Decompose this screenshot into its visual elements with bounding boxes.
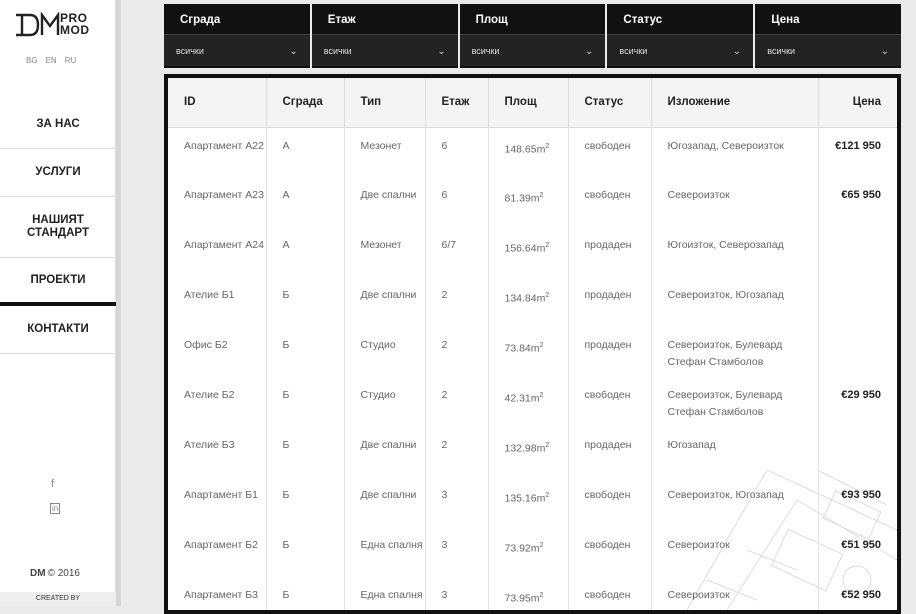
price-select[interactable] <box>755 34 901 66</box>
select-value: всички <box>471 46 500 56</box>
chevron-down-icon: ⌄ <box>585 46 594 57</box>
unit-exposure: Североизток, Булевард Стефан Стамболов <box>667 339 783 368</box>
unit-status: свободен <box>584 189 631 201</box>
unit-id: Апартамент А23 <box>184 189 264 201</box>
unit-type: Мезонет <box>360 139 402 152</box>
unit-exposure: Югозапад <box>667 439 716 451</box>
table-row[interactable] <box>168 577 897 610</box>
unit-status-cell <box>568 227 651 277</box>
nav-item-contacts[interactable]: КОНТАКТИ <box>0 306 116 354</box>
unit-price: €93 950 <box>841 489 881 501</box>
filter-floor <box>312 4 458 68</box>
facebook-icon[interactable]: f <box>51 478 55 490</box>
unit-floor: 6/7 <box>441 239 457 251</box>
area-unit-superscript: 2 <box>545 292 550 299</box>
unit-exposure: Североизток, Югозапад <box>667 289 784 301</box>
unit-floor-cell <box>425 277 488 327</box>
unit-exposure-cell <box>651 127 818 177</box>
unit-type: Една спалня <box>360 539 423 551</box>
chevron-down-icon: ⌄ <box>732 46 742 57</box>
nav-item-about[interactable]: ЗА НАС <box>0 101 116 149</box>
filter-bar <box>164 4 901 68</box>
unit-area: 73.92m <box>504 542 540 555</box>
unit-type-cell <box>344 327 425 377</box>
table-row[interactable] <box>168 377 897 427</box>
nav-item-services[interactable]: УСЛУГИ <box>0 149 116 197</box>
filter-status <box>607 4 753 68</box>
unit-area: 73.84m <box>504 342 540 355</box>
unit-floor: 2 <box>441 389 448 401</box>
unit-exposure-cell <box>651 227 818 277</box>
unit-exposure-cell <box>651 277 818 327</box>
filter-area <box>460 4 606 68</box>
area-unit-superscript: 2 <box>539 392 544 399</box>
unit-id-cell <box>168 327 266 377</box>
unit-id: Апартамент А22 <box>184 139 264 152</box>
unit-building: А <box>282 189 290 201</box>
unit-exposure: Североизток, Югозапад <box>667 489 784 501</box>
sidebar-divider <box>116 0 121 606</box>
area-select[interactable] <box>460 34 606 66</box>
unit-building-cell <box>266 127 344 177</box>
unit-floor-cell <box>425 577 488 610</box>
unit-type: Две спални <box>360 289 417 301</box>
unit-area: 156.64m <box>504 242 546 255</box>
select-value: всички <box>323 46 352 56</box>
unit-area: 135.16m <box>504 492 546 505</box>
unit-floor: 2 <box>441 289 448 301</box>
unit-type: Две спални <box>360 189 417 201</box>
building-select[interactable] <box>164 34 310 66</box>
unit-id-cell <box>168 527 266 577</box>
unit-id-cell <box>168 127 266 177</box>
unit-area-cell <box>488 227 568 277</box>
unit-price-cell <box>818 577 897 610</box>
promod-logo[interactable] <box>14 12 104 38</box>
unit-area-cell <box>488 527 568 577</box>
column-header-price[interactable]: Цена <box>818 78 897 127</box>
unit-area: 73.95m <box>504 592 540 605</box>
unit-exposure: Югоизток, Северозапад <box>667 239 784 251</box>
unit-id: Апартамент Б3 <box>184 589 258 601</box>
unit-status-cell <box>568 377 651 427</box>
unit-type-cell <box>344 377 425 427</box>
unit-building-cell <box>266 327 344 377</box>
unit-id: Офис Б2 <box>184 339 228 351</box>
unit-floor-cell <box>425 427 488 477</box>
lang-ru[interactable]: RU <box>64 56 77 65</box>
unit-status: свободен <box>584 589 631 601</box>
unit-type: Две спални <box>360 489 417 501</box>
unit-area-cell <box>488 177 568 227</box>
column-header-building[interactable]: Сграда <box>266 78 344 127</box>
table-row[interactable] <box>168 477 897 527</box>
unit-id: Ателие Б1 <box>184 289 235 301</box>
unit-floor-cell <box>425 327 488 377</box>
unit-id: Ателие Б2 <box>184 389 235 401</box>
unit-exposure: Североизток, Булевард Стефан Стамболов <box>667 389 783 418</box>
unit-status-cell <box>568 277 651 327</box>
unit-exposure-cell <box>651 577 818 610</box>
unit-exposure-cell <box>651 327 818 377</box>
unit-floor-cell <box>425 127 488 177</box>
unit-floor-cell <box>425 177 488 227</box>
area-unit-superscript: 2 <box>545 442 550 449</box>
unit-area-cell <box>488 377 568 427</box>
unit-id: Апартамент А24 <box>184 239 264 251</box>
units-panel <box>164 74 901 614</box>
table-row[interactable] <box>168 177 897 227</box>
unit-type-cell <box>344 177 425 227</box>
table-row[interactable] <box>168 127 897 177</box>
unit-floor: 3 <box>441 489 448 501</box>
chevron-down-icon: ⌄ <box>880 46 889 57</box>
unit-type-cell <box>344 577 425 610</box>
unit-status-cell <box>568 527 651 577</box>
unit-price: €51 950 <box>841 539 881 551</box>
unit-exposure-cell <box>651 377 818 427</box>
area-unit-superscript: 2 <box>545 492 550 499</box>
unit-status: продаден <box>584 289 632 301</box>
unit-type: Една спалня <box>360 589 423 601</box>
column-header-area[interactable]: Площ <box>488 78 568 127</box>
unit-exposure-cell <box>651 177 818 227</box>
unit-status-cell <box>568 327 651 377</box>
nav-item-projects[interactable]: ПРОЕКТИ <box>0 258 116 306</box>
select-value: всички <box>767 46 796 56</box>
unit-building: Б <box>282 589 290 601</box>
brand-name-bottom: MOD <box>60 23 90 37</box>
unit-price-cell <box>818 477 897 527</box>
unit-floor-cell <box>425 477 488 527</box>
unit-status: свободен <box>584 389 631 401</box>
unit-type: Студио <box>360 389 396 401</box>
chevron-down-icon: ⌄ <box>289 46 298 57</box>
unit-price-cell <box>818 127 897 177</box>
column-header-exposure[interactable]: Изложение <box>651 78 818 127</box>
chevron-down-icon: ⌄ <box>437 46 446 57</box>
unit-price-cell <box>818 427 897 477</box>
area-unit-superscript: 2 <box>545 142 550 150</box>
unit-exposure-cell <box>651 427 818 477</box>
unit-type-cell <box>344 427 425 477</box>
language-switcher <box>24 56 92 65</box>
table-row[interactable] <box>168 427 897 477</box>
unit-type: Студио <box>360 339 396 351</box>
unit-exposure: Североизток <box>667 539 730 551</box>
unit-floor: 3 <box>441 589 448 601</box>
unit-area-cell <box>488 427 568 477</box>
area-unit-superscript: 2 <box>539 192 544 199</box>
nav-item-standard[interactable]: НАШИЯТ СТАНДАРТ <box>0 197 116 258</box>
unit-type-cell <box>344 527 425 577</box>
unit-price: €29 950 <box>841 389 881 401</box>
table-row[interactable] <box>168 527 897 577</box>
select-value: всички <box>176 46 204 56</box>
brand-name <box>60 12 90 36</box>
table-body <box>168 127 897 610</box>
unit-exposure: Югозапад, Североизток <box>667 139 784 152</box>
unit-area-cell <box>488 577 568 610</box>
unit-area-cell <box>488 127 568 177</box>
filter-label: Статус <box>623 14 663 26</box>
unit-status-cell <box>568 127 651 177</box>
table-row[interactable] <box>168 327 897 377</box>
unit-status-cell <box>568 577 651 610</box>
unit-building: А <box>282 239 290 251</box>
unit-building: Б <box>282 339 290 351</box>
unit-id-cell <box>168 477 266 527</box>
unit-exposure-cell <box>651 477 818 527</box>
unit-type-cell <box>344 227 425 277</box>
linkedin-icon[interactable]: in <box>52 504 59 513</box>
main-nav <box>0 101 116 354</box>
unit-id: Ателие Б3 <box>184 439 235 451</box>
unit-id: Апартамент Б2 <box>184 539 258 551</box>
unit-type: Мезонет <box>360 239 402 251</box>
table-header-row <box>168 78 897 127</box>
unit-id: Апартамент Б1 <box>184 489 258 501</box>
unit-status: продаден <box>584 439 632 451</box>
unit-area: 42.31m <box>504 392 540 405</box>
area-unit-superscript: 2 <box>539 542 544 549</box>
unit-floor-cell <box>425 377 488 427</box>
unit-building-cell <box>266 227 344 277</box>
unit-area-cell <box>488 327 568 377</box>
unit-building-cell <box>266 527 344 577</box>
unit-area: 132.98m <box>504 442 546 455</box>
unit-status: свободен <box>584 539 631 551</box>
unit-status-cell <box>568 477 651 527</box>
unit-building: А <box>282 139 290 152</box>
unit-price: €65 950 <box>841 189 881 201</box>
lang-bg[interactable]: BG <box>26 56 38 65</box>
units-table <box>168 78 897 610</box>
sidebar <box>0 0 116 606</box>
unit-status-cell <box>568 177 651 227</box>
created-by[interactable]: CREATED BY <box>0 592 116 606</box>
unit-status: продаден <box>584 339 632 351</box>
area-unit-superscript: 2 <box>539 342 544 349</box>
unit-floor: 2 <box>441 439 448 451</box>
area-unit-superscript: 2 <box>545 242 550 249</box>
filter-label: Площ <box>475 14 508 26</box>
units-panel-inner <box>168 78 897 610</box>
table-row[interactable] <box>168 277 897 327</box>
unit-floor: 3 <box>441 539 448 551</box>
unit-status: свободен <box>584 139 631 152</box>
unit-price-cell <box>818 277 897 327</box>
copyright <box>30 568 80 579</box>
unit-price-cell <box>818 377 897 427</box>
unit-status: продаден <box>584 239 632 251</box>
unit-exposure-cell <box>651 527 818 577</box>
copyright-text: © 2016 <box>47 568 80 579</box>
unit-id-cell <box>168 427 266 477</box>
filter-building <box>164 4 310 68</box>
unit-building: Б <box>282 539 290 551</box>
unit-building-cell <box>266 477 344 527</box>
table-row[interactable] <box>168 227 897 277</box>
unit-exposure: Североизток <box>667 589 730 601</box>
column-header-status[interactable]: Статус <box>568 78 651 127</box>
unit-id-cell <box>168 577 266 610</box>
unit-floor: 6 <box>441 189 448 201</box>
unit-floor: 6 <box>441 139 448 152</box>
filter-label: Етаж <box>327 14 356 26</box>
unit-type-cell <box>344 477 425 527</box>
filter-label: Сграда <box>180 14 221 26</box>
unit-price: €121 950 <box>835 139 881 152</box>
unit-area-cell <box>488 277 568 327</box>
unit-building: Б <box>282 489 290 501</box>
unit-type: Две спални <box>360 439 417 451</box>
column-header-type[interactable]: Тип <box>344 78 425 127</box>
unit-area: 81.39m <box>504 192 540 205</box>
unit-id-cell <box>168 277 266 327</box>
filter-price <box>755 4 901 68</box>
unit-id-cell <box>168 377 266 427</box>
unit-floor: 2 <box>441 339 448 351</box>
unit-status-cell <box>568 427 651 477</box>
status-select[interactable] <box>607 34 753 66</box>
unit-status: свободен <box>584 489 631 501</box>
unit-price: €52 950 <box>841 589 881 601</box>
unit-building: Б <box>282 439 290 451</box>
unit-area: 134.84m <box>504 292 546 305</box>
unit-price-cell <box>818 177 897 227</box>
footer-logo-mark: DM <box>30 568 46 579</box>
lang-en[interactable]: EN <box>45 56 57 65</box>
unit-floor-cell <box>425 227 488 277</box>
unit-building: Б <box>282 289 290 301</box>
filter-label: Цена <box>771 14 800 26</box>
unit-exposure: Североизток <box>667 189 730 201</box>
unit-type-cell <box>344 277 425 327</box>
unit-building-cell <box>266 577 344 610</box>
unit-building-cell <box>266 427 344 477</box>
unit-id-cell <box>168 227 266 277</box>
unit-price-cell <box>818 527 897 577</box>
select-value: всички <box>619 46 648 56</box>
unit-id-cell <box>168 177 266 227</box>
brand-name-top: PRO <box>60 11 88 25</box>
unit-floor-cell <box>425 527 488 577</box>
column-header-id[interactable]: ID <box>168 78 266 127</box>
unit-area: 148.65m <box>504 143 546 155</box>
area-unit-superscript: 2 <box>539 592 544 599</box>
unit-building: Б <box>282 389 290 401</box>
unit-price-cell <box>818 327 897 377</box>
unit-building-cell <box>266 277 344 327</box>
column-header-floor[interactable]: Етаж <box>425 78 488 127</box>
unit-building-cell <box>266 177 344 227</box>
unit-building-cell <box>266 377 344 427</box>
floor-select[interactable] <box>312 34 458 66</box>
unit-type-cell <box>344 127 425 177</box>
unit-area-cell <box>488 477 568 527</box>
unit-price-cell <box>818 227 897 277</box>
